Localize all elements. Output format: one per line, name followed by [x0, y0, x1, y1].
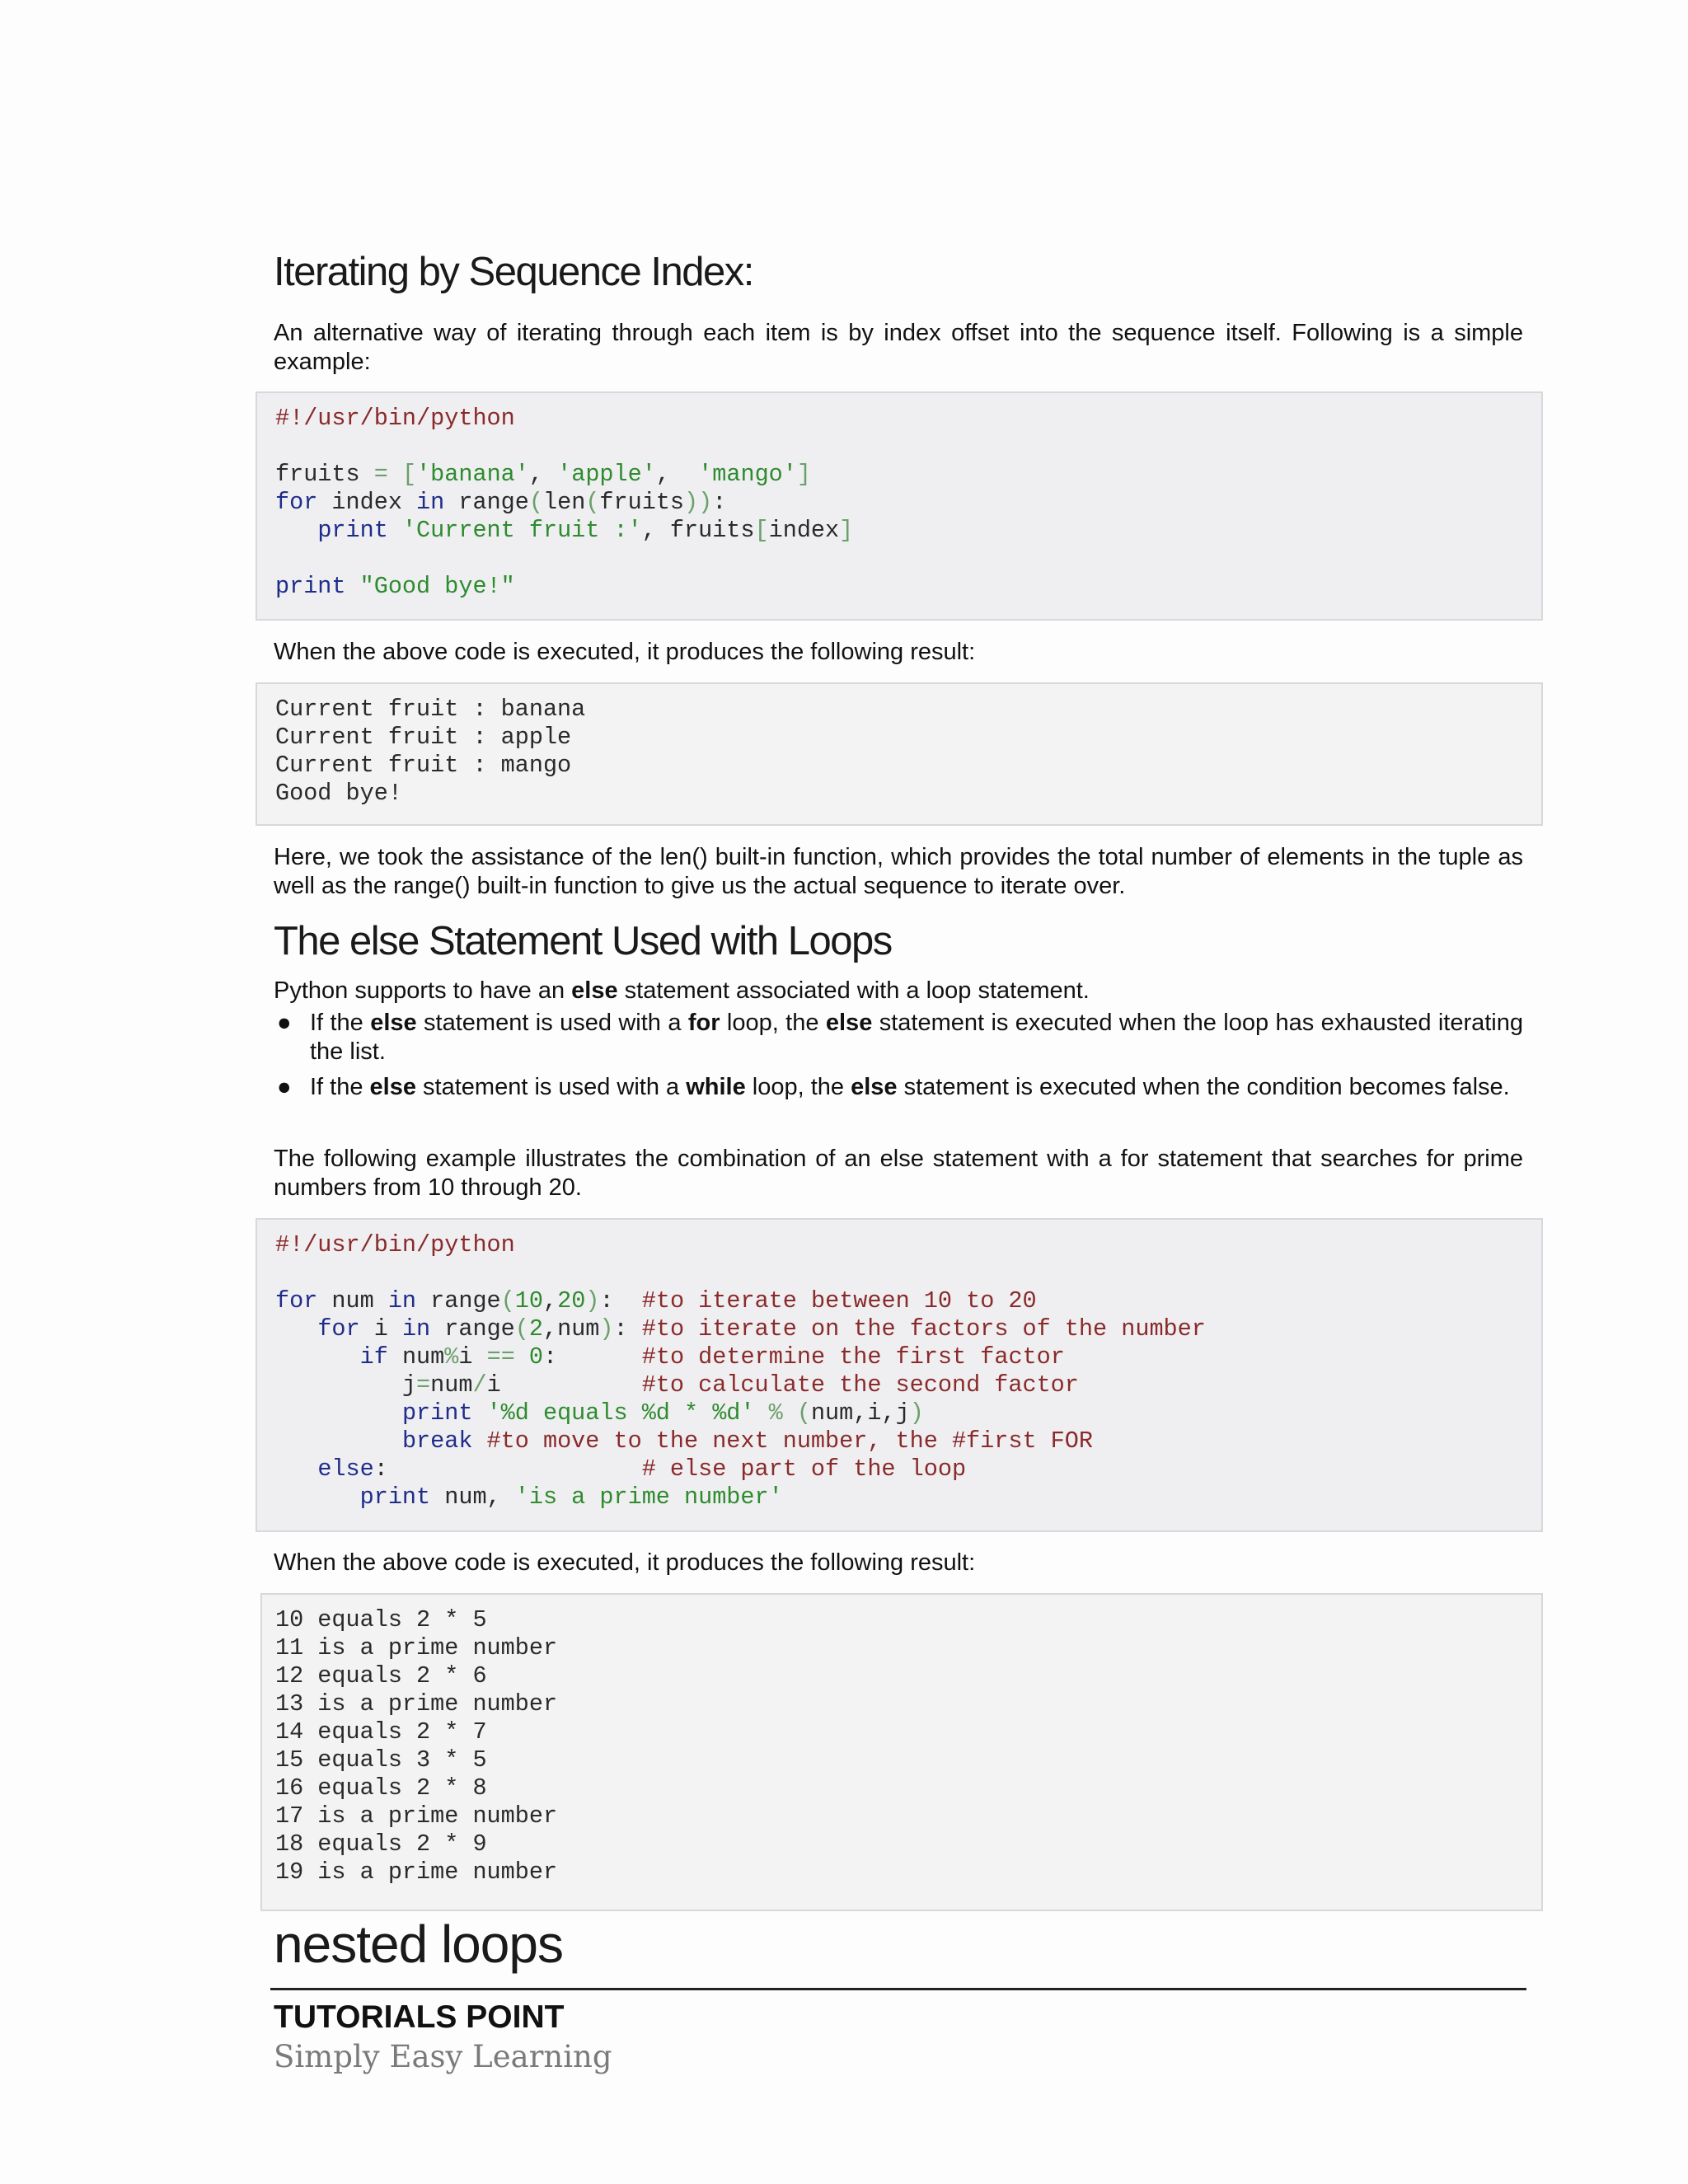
- else-intro-paragraph: [274, 977, 1523, 1005]
- text-run: statement is executed when the loop has exhausted iterating the list.: [310, 1010, 1523, 1065]
- section-heading: nested loops: [274, 1915, 563, 1974]
- text-run: statement is used with a: [416, 1074, 687, 1100]
- code-shebang: #!/usr/bin/python: [275, 1231, 515, 1258]
- bullet-dot-icon: ●: [277, 1010, 292, 1036]
- section-heading: The else Statement Used with Loops: [274, 919, 892, 963]
- bullet-item: [274, 1009, 1523, 1066]
- explanation-paragraph: Here, we took the assistance of the len() built-in function, which provides the total number of elements in the tuple as well as the range() built-in function to give us the actual sequence to iterate over.: [274, 844, 1523, 899]
- code-shebang: #!/usr/bin/python: [275, 405, 515, 432]
- code-listing: #!/usr/bin/python fruits = ['banana', 'apple', 'mango'] for index in range(len(fruits)): print 'Current fruit :', fruits[index] print "Good bye!": [275, 405, 854, 600]
- text-run: loop, the: [720, 1010, 826, 1036]
- brand-name: TUTORIALS POINT: [274, 1999, 565, 2035]
- text-run: statement is executed when the condition becomes false.: [897, 1074, 1510, 1100]
- code-block: [256, 1218, 1543, 1532]
- bold-text: else: [369, 1074, 416, 1100]
- bold-text: else: [851, 1074, 898, 1100]
- intro-paragraph: An alternative way of iterating through each item is by index offset into the sequence itself. Following is a simple example:: [274, 320, 1523, 375]
- code-block: [256, 391, 1543, 621]
- text-run: statement is used with a: [416, 1010, 688, 1036]
- bullet-item: [274, 1073, 1523, 1102]
- bullet-dot-icon: ●: [277, 1074, 292, 1100]
- text-run: Python supports to have an: [274, 977, 572, 1004]
- bullet-list: [274, 1009, 1523, 1108]
- text-run: loop, the: [745, 1074, 851, 1100]
- bold-text: else: [571, 977, 618, 1004]
- result-intro: When the above code is executed, it produces the following result:: [274, 639, 976, 665]
- text-run: If the: [310, 1010, 371, 1036]
- bold-text: else: [370, 1010, 417, 1036]
- text-run: statement associated with a loop statement.: [617, 977, 1090, 1004]
- section-heading: Iterating by Sequence Index:: [274, 250, 753, 294]
- footer-divider: [270, 1988, 1526, 1990]
- bold-text: for: [687, 1010, 720, 1036]
- brand-tagline: Simply Easy Learning: [274, 2039, 612, 2074]
- bold-text: while: [686, 1074, 746, 1100]
- output-block: [260, 1593, 1543, 1911]
- bold-text: else: [825, 1010, 873, 1036]
- code-listing: #!/usr/bin/python for num in range(10,20): #to iterate between 10 to 20 for i in range(2,num): #to iterate on the factors of the number if num%i == 0: #to determine the first factor j=num/i #to calculate the second factor print '%d equals %d * %d' % (num,i,j) break #to move to the next number, the #first FOR else: # else part of the loop print num, 'is a prime number': [275, 1231, 1206, 1511]
- text-run: If the: [310, 1074, 370, 1100]
- example-intro-paragraph: The following example illustrates the combination of an else statement with a for statement that searches for prime numbers from 10 through 20.: [274, 1146, 1523, 1201]
- output-block: [256, 682, 1543, 826]
- output-text: 10 equals 2 * 5 11 is a prime number 12 equals 2 * 6 13 is a prime number 14 equals 2 * 7 15 equals 3 * 5 16 equals 2 * 8 17 is a prime number 18 equals 2 * 9 19 is a prime number: [275, 1606, 558, 1886]
- output-text: Current fruit : banana Current fruit : apple Current fruit : mango Good bye!: [275, 696, 586, 807]
- result-intro: When the above code is executed, it produces the following result:: [274, 1549, 976, 1576]
